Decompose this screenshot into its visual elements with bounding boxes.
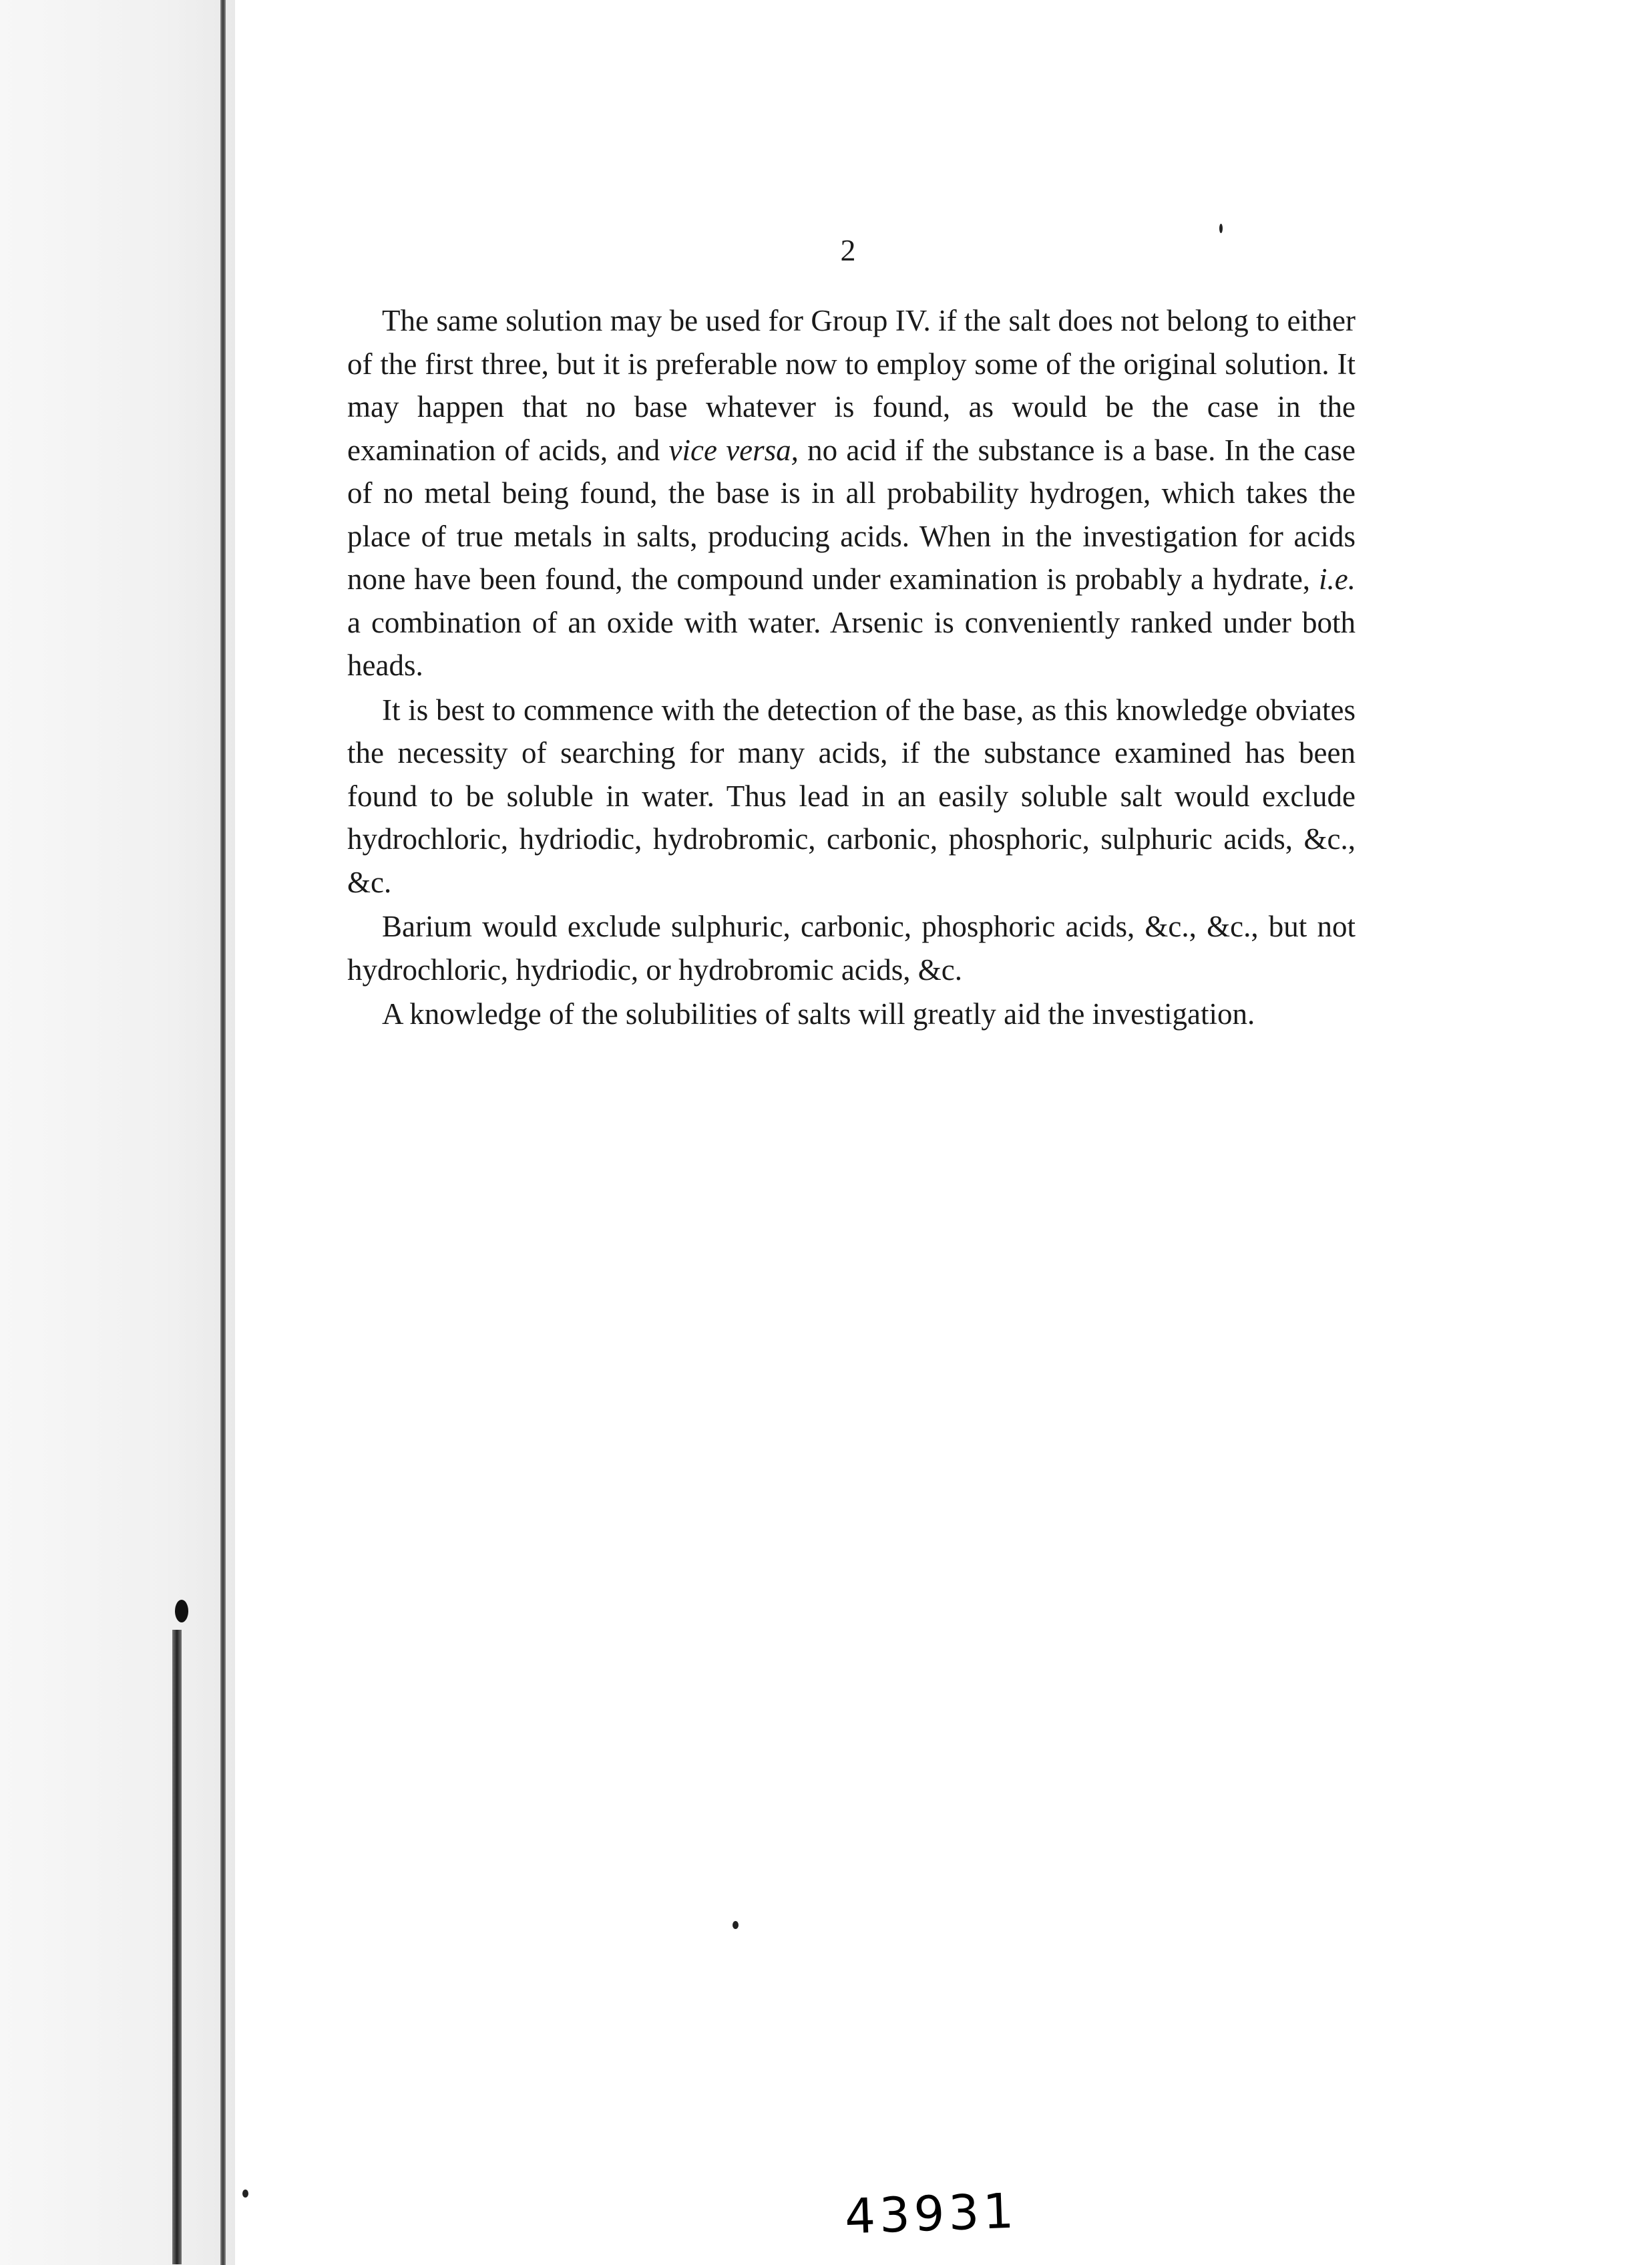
paragraph [347, 689, 1356, 904]
binding-edge-line [220, 0, 226, 2265]
binding-edge-line-lower [172, 1630, 182, 2264]
italic-text: vice versa, [668, 433, 799, 467]
handwritten-catalog-number: 43931 [843, 2182, 1019, 2245]
page-number: 2 [840, 233, 856, 267]
ink-speck [1219, 224, 1223, 233]
paragraph-text: A knowledge of the solubilities of salts will greatly aid the investigation. [382, 997, 1255, 1031]
body-text [347, 299, 1356, 1037]
paragraph-text: a combination of an oxide with water. Arsenic is conveniently ranked under both heads. [347, 605, 1356, 682]
paragraph [347, 993, 1356, 1036]
italic-text: i.e. [1319, 562, 1356, 596]
binding-mark [175, 1600, 188, 1622]
paragraph-text: It is best to commence with the detection of the base, as this knowledge obviates the necessity of searching for many acids, if the substance examined has been found to be soluble in water. Thus lead in an easily soluble salt would exclude hydrochloric, hydriodic, hydrobromic, carbonic, phosphoric, sulphuric acids, &c., &c. [347, 693, 1356, 899]
paragraph [347, 299, 1356, 687]
ink-speck [242, 2190, 248, 2198]
page-binding [0, 0, 235, 2265]
ink-speck [733, 1921, 739, 1929]
paragraph [347, 905, 1356, 991]
paragraph-text: no acid if the substance is a base. In the case of no metal being found, the base is in all probability hydrogen, which takes the place of true metals in salts, producing acids. When in the investigation for acids none have been found, the compound under examination is probably a hydrate, [347, 433, 1356, 596]
paragraph-text: Barium would exclude sulphuric, carbonic, phosphoric acids, &c., &c., but not hydrochloric, hydriodic, or hydrobromic acids, &c. [347, 910, 1356, 987]
paragraph-text: The same solution may be used for Group IV. if the salt does not belong to either of the first three, but it is preferable now to employ some of the original solution. It may happen that no base whatever is found, as would be the case in the examination of acids, and [347, 304, 1356, 467]
